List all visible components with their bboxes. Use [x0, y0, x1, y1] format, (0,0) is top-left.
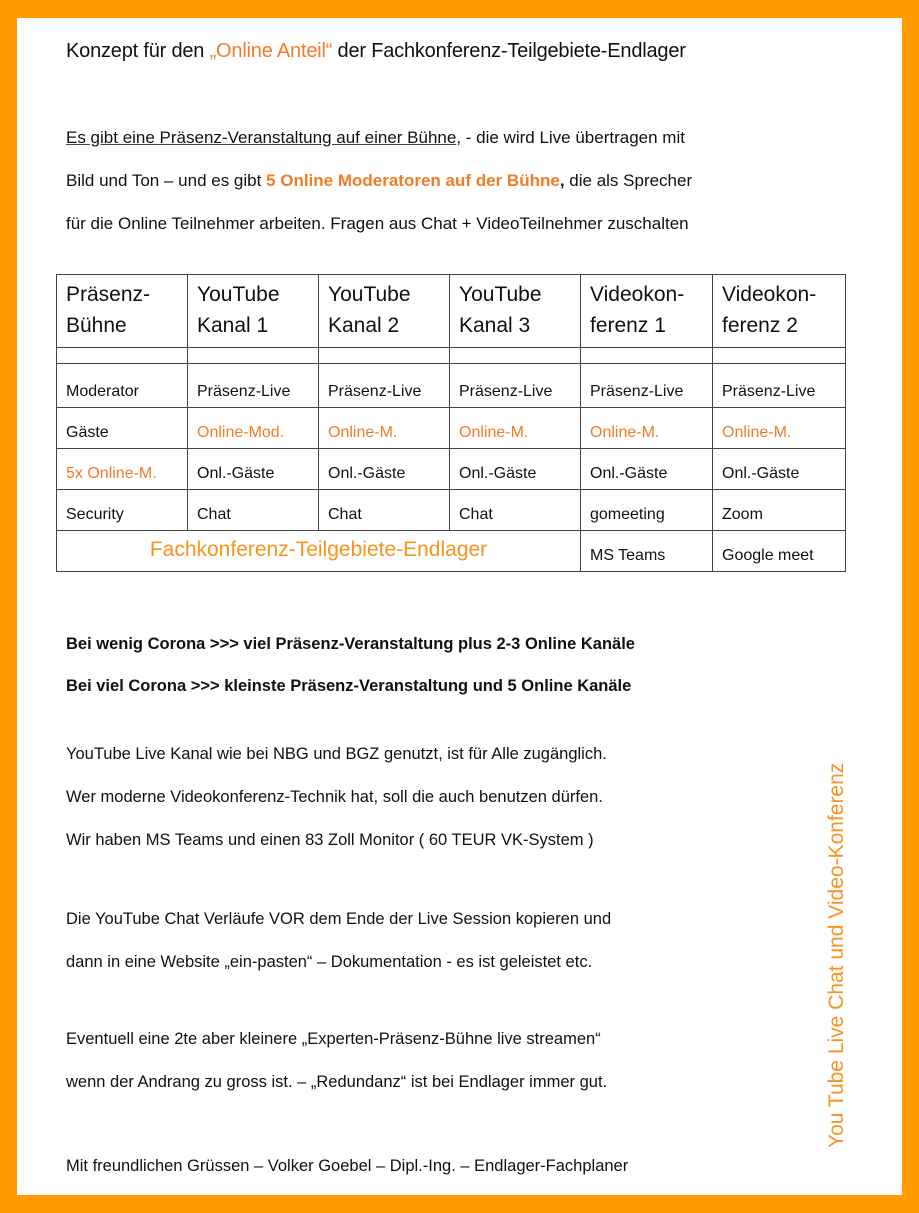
paragraph-line: YouTube Live Kanal wie bei NBG und BGZ genutzt, ist für Alle zugänglich. — [66, 745, 607, 763]
title-highlight: „Online Anteil“ — [209, 40, 333, 62]
table-row — [57, 490, 846, 531]
intro-line-2 — [66, 159, 866, 202]
table-cell: Chat — [319, 490, 450, 531]
table-cell: Online-Mod. — [188, 408, 319, 449]
header-cell: YouTube Kanal 1 — [188, 275, 319, 348]
table-cell: Online-M. — [450, 408, 581, 449]
table-cell: 5x Online-M. — [57, 449, 188, 490]
header-cell: Videokon- ferenz 1 — [581, 275, 713, 348]
table-cell: Präsenz-Live — [319, 364, 450, 408]
table-cell: Onl.-Gäste — [713, 449, 846, 490]
table-cell: Onl.-Gäste — [188, 449, 319, 490]
intro-line-1 — [66, 116, 866, 159]
header-cell: Videokon- ferenz 2 — [713, 275, 846, 348]
table-cell: MS Teams — [581, 531, 713, 572]
table-cell: Onl.-Gäste — [319, 449, 450, 490]
merged-conference-title: Fachkonferenz-Teilgebiete-Endlager — [57, 531, 581, 572]
intro-line-2-rest: die als Sprecher — [564, 171, 693, 190]
table-header-row — [57, 275, 846, 348]
table-row — [57, 364, 846, 408]
document-page — [17, 18, 902, 1195]
table-cell: gomeeting — [581, 490, 713, 531]
paragraph-line: Wir haben MS Teams und einen 83 Zoll Monitor ( 60 TEUR VK-System ) — [66, 831, 594, 849]
table-cell: Onl.-Gäste — [581, 449, 713, 490]
intro-line-2-prefix: Bild und Ton – und es gibt — [66, 171, 267, 190]
signature: Mit freundlichen Grüssen – Volker Goebel – Dipl.-Ing. – Endlager-Fachplaner — [66, 1157, 629, 1175]
paragraph-line: dann in eine Website „ein-pasten“ – Dokumentation - es ist geleistet etc. — [66, 953, 593, 971]
paragraph-chat — [66, 898, 611, 984]
paragraph-line: Die YouTube Chat Verläufe VOR dem Ende der Live Session kopieren und — [66, 910, 612, 928]
intro-line-1-rest: , - die wird Live übertragen mit — [456, 128, 685, 147]
scenario-lines — [66, 623, 635, 707]
channel-table — [56, 274, 846, 572]
intro-highlight: 5 Online Moderatoren auf der Bühne — [266, 171, 560, 190]
header-cell: YouTube Kanal 2 — [319, 275, 450, 348]
table-cell: Online-M. — [581, 408, 713, 449]
table-cell: Präsenz-Live — [581, 364, 713, 408]
table-cell: Zoom — [713, 490, 846, 531]
table-cell: Moderator — [57, 364, 188, 408]
table-cell: Online-M. — [319, 408, 450, 449]
table-cell: Präsenz-Live — [713, 364, 846, 408]
table-cell: Online-M. — [713, 408, 846, 449]
paragraph-line: wenn der Andrang zu gross ist. – „Redundanz“ ist bei Endlager immer gut. — [66, 1073, 608, 1091]
table-cell: Gäste — [57, 408, 188, 449]
intro-underlined: Es gibt eine Präsenz-Veranstaltung auf einer Bühne — [66, 128, 457, 147]
intro-paragraph — [66, 116, 866, 245]
paragraph-line: Wer moderne Videokonferenz-Technik hat, soll die auch benutzen dürfen. — [66, 788, 603, 806]
vertical-side-label: You Tube Live Chat und Video-Konferenz — [825, 762, 848, 1148]
table-spacer-row — [57, 348, 846, 364]
table-cell: Chat — [450, 490, 581, 531]
paragraph-youtube — [66, 733, 607, 862]
table-row — [57, 449, 846, 490]
table-cell: Präsenz-Live — [188, 364, 319, 408]
title-suffix: der Fachkonferenz-Teilgebiete-Endlager — [332, 40, 686, 62]
table-cell: Onl.-Gäste — [450, 449, 581, 490]
header-cell: Präsenz- Bühne — [57, 275, 188, 348]
table-cell: Chat — [188, 490, 319, 531]
intro-line-3: für die Online Teilnehmer arbeiten. Fragen aus Chat + VideoTeilnehmer zuschalten — [66, 214, 689, 233]
scenario-line: Bei wenig Corona >>> viel Präsenz-Veranstaltung plus 2-3 Online Kanäle — [66, 635, 635, 653]
table-row — [57, 408, 846, 449]
scenario-line: Bei viel Corona >>> kleinste Präsenz-Veranstaltung und 5 Online Kanäle — [66, 677, 632, 695]
document-title — [66, 40, 686, 63]
paragraph-redundancy — [66, 1018, 607, 1104]
table-row — [57, 531, 846, 572]
header-cell: YouTube Kanal 3 — [450, 275, 581, 348]
paragraph-line: Eventuell eine 2te aber kleinere „Experten-Präsenz-Bühne live streamen“ — [66, 1030, 601, 1048]
table-cell: Google meet — [713, 531, 846, 572]
table-cell: Präsenz-Live — [450, 364, 581, 408]
table-cell: Security — [57, 490, 188, 531]
intro-comma: , — [559, 171, 565, 190]
title-prefix: Konzept für den — [66, 40, 210, 62]
